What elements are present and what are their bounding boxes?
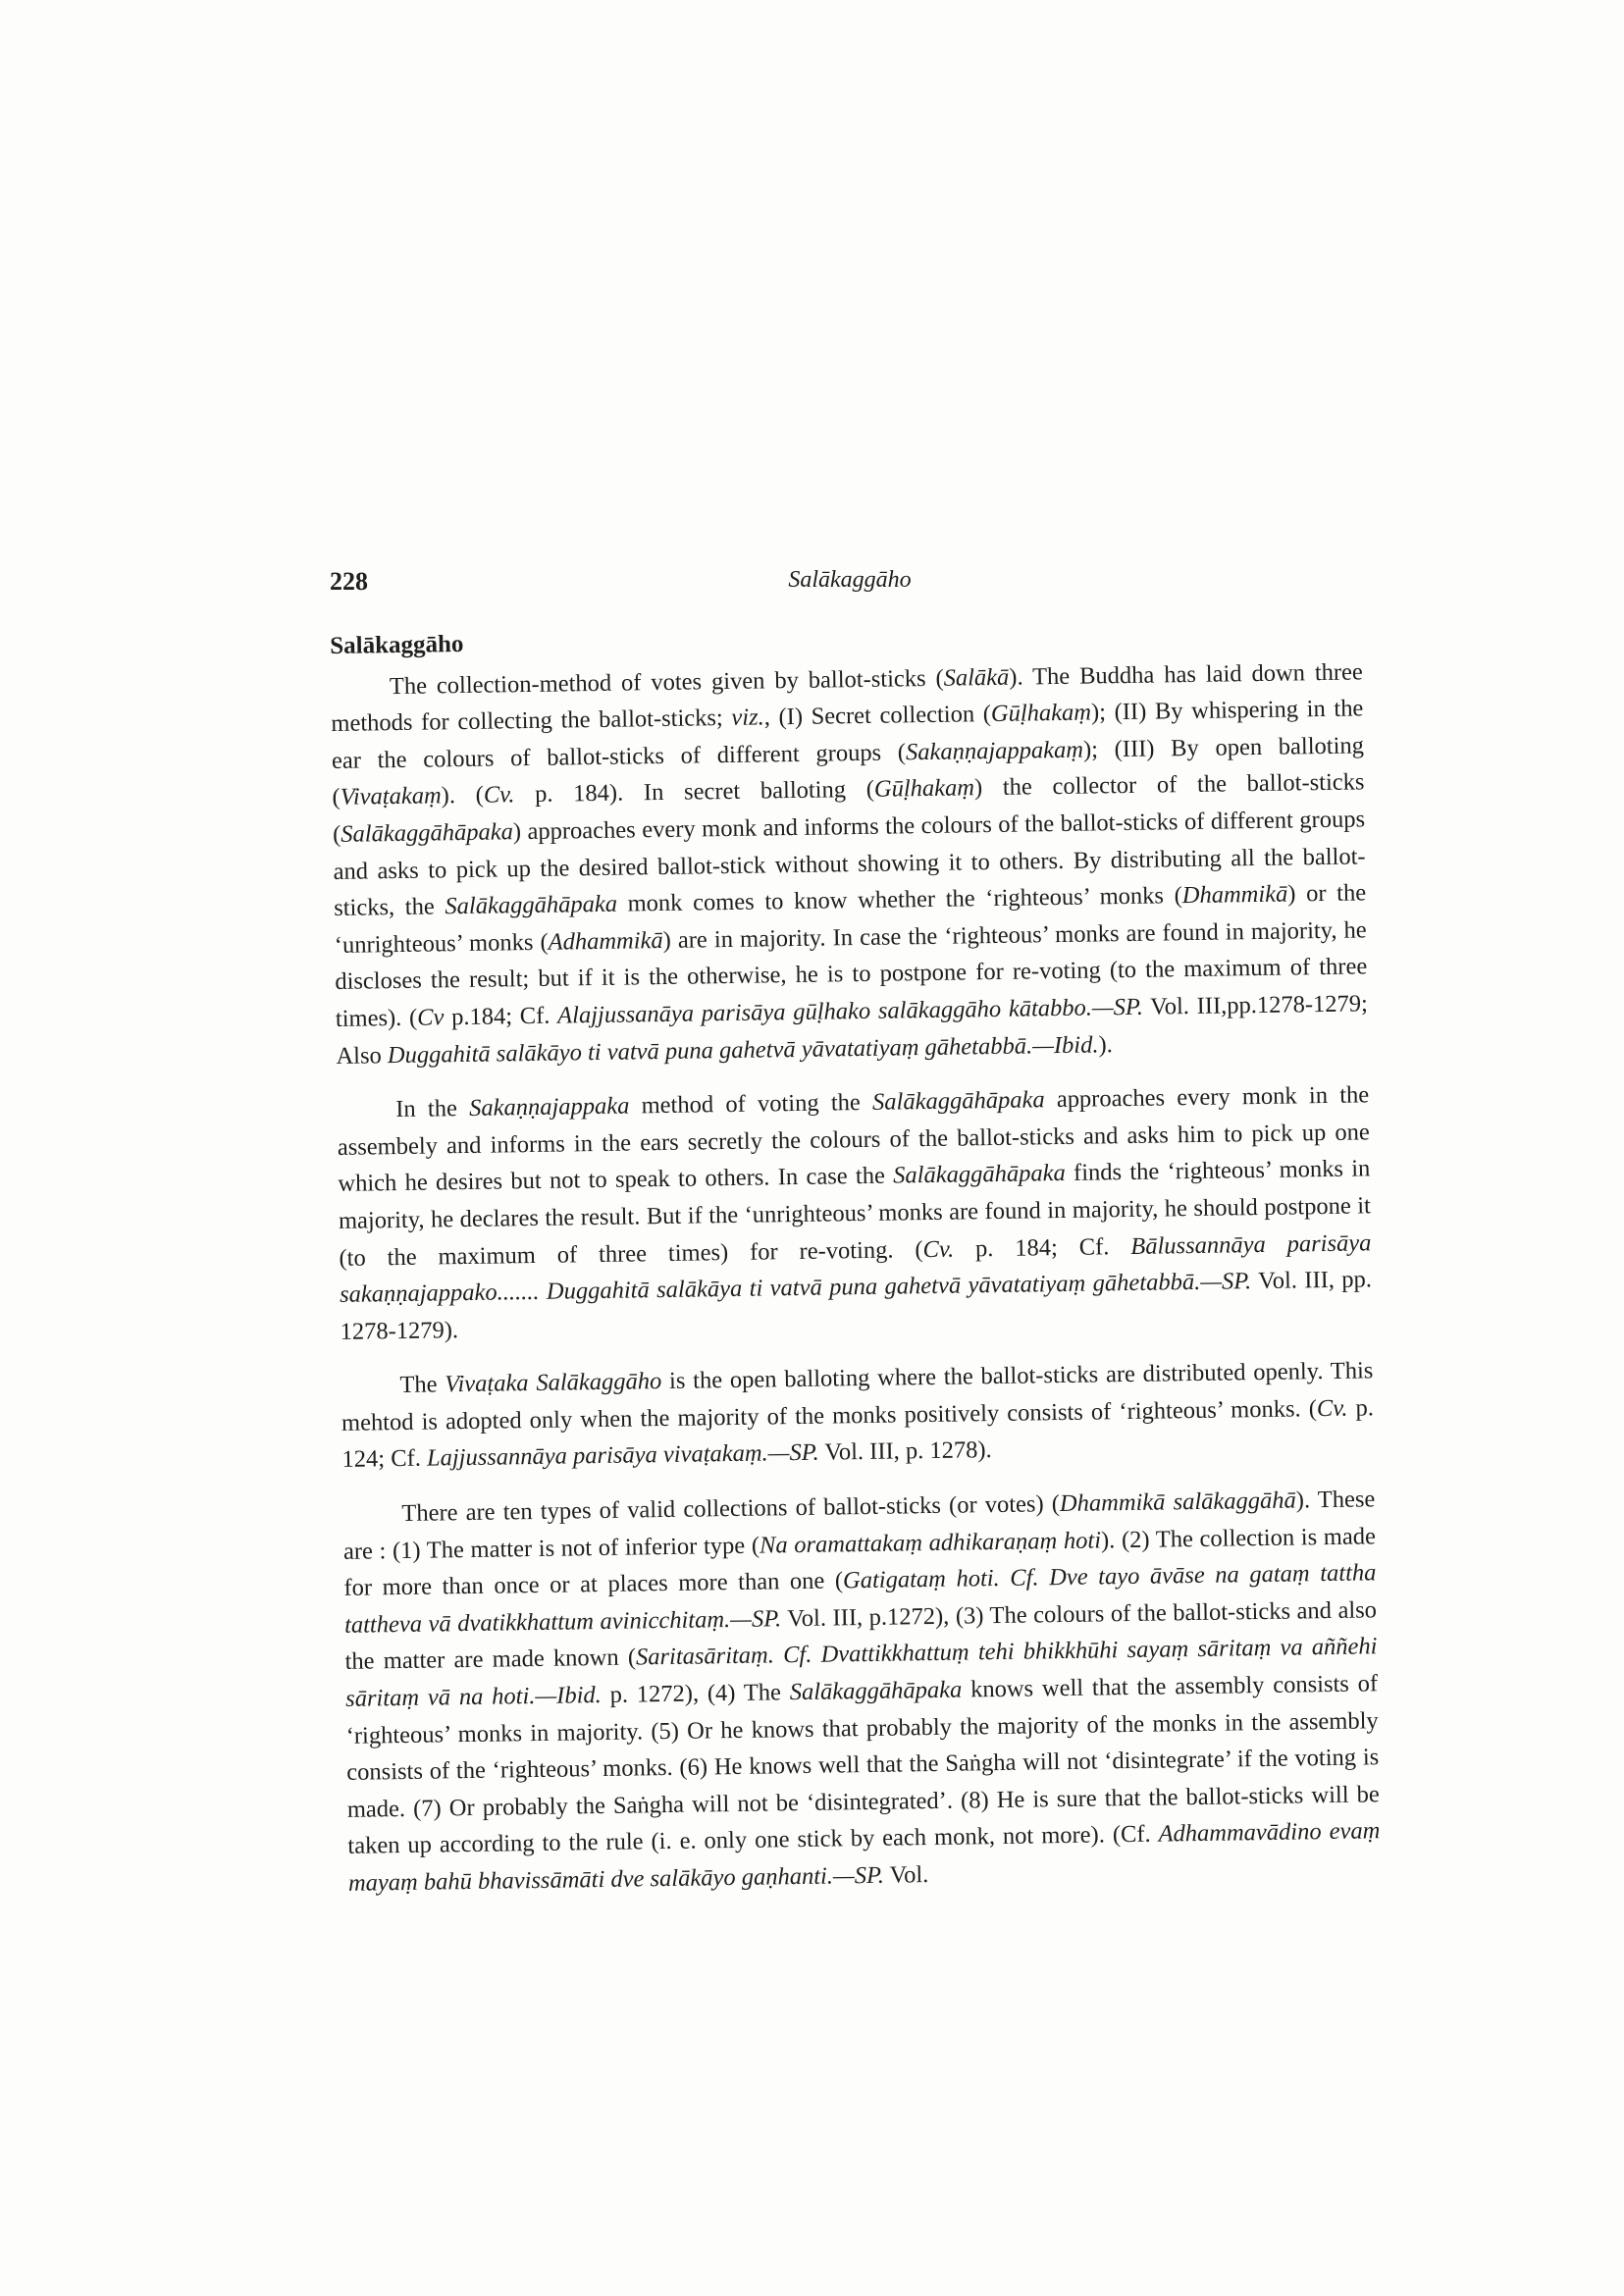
- italic-term: Adhammikā: [548, 926, 663, 956]
- italic-term: Salākaggāhāpaka: [789, 1676, 963, 1706]
- text-run: ). (2) The collection is made for more than once or at places more than one (: [343, 1522, 1377, 1602]
- text-run: is the open balloting where the ballot-sticks are distributed openly. This mehtod is adopted only when the majority of the monks positively consists of ‘righteous’ monks. (: [341, 1357, 1374, 1436]
- italic-term: viz.: [731, 704, 764, 732]
- text-run: Vol. III, p. 1278).: [818, 1436, 992, 1467]
- italic-term: Salākaggāhāpaka: [871, 1086, 1045, 1116]
- text-run: method of voting the: [629, 1088, 873, 1120]
- text-run: ). (: [441, 782, 485, 809]
- italic-term: Gūḷhakaṃ: [990, 699, 1092, 728]
- text-run: finds the ‘righteous’ monks in majority, he declares the result. But if the ‘unrighteous’ monks are found in majority, he should postpone it (to the maximum of three times) for re-voting. (: [338, 1155, 1372, 1272]
- entry-heading: Salākaggāho: [330, 630, 464, 659]
- paragraph-methods-overview: [331, 653, 1369, 1074]
- italic-term: Saritasāritaṃ. Cf. Dvattikkhattuṃ tehi bhikkhūhi sayaṃ sāritaṃ va aññehi sāritaṃ vā na hoti.—Ibid.: [344, 1633, 1378, 1712]
- paragraph-vivataka: [341, 1353, 1375, 1479]
- italic-term: Salākā: [943, 663, 1010, 692]
- running-title: Salākaggāho: [788, 567, 912, 593]
- text-run: ). The Buddha has laid down three methods for collecting the ballot-sticks;: [331, 657, 1363, 738]
- text-run: monk comes to know whether the ‘righteous’ monks (: [616, 882, 1182, 917]
- italic-term: Dhammikā salākaggāhā: [1059, 1487, 1297, 1518]
- italic-term: Sakaṇṇajappakaṃ: [905, 736, 1084, 766]
- italic-term: Vivaṭaka Salākaggāho: [445, 1368, 662, 1398]
- text-run: knows well that the assembly consists of ‘righteous’ monks in majority. (5) Or he knows that probably the majority of the monks in the assembly consists of the ‘righteous’ monks. (6) He knows well that the Saṅgha will not ‘disintegrate’ if the voting is made. (7) Or probably the Saṅgha will not be ‘disintegrated’. (8) He is sure that the ballot-sticks will be taken up according to the rule (i. e. only one stick by each monk, not more). (Cf.: [345, 1670, 1380, 1860]
- text-run: In the: [395, 1095, 470, 1123]
- text-run: p.184; Cf.: [444, 1002, 558, 1031]
- italic-term: Alajjussanāya parisāya gūḷhako salākaggāho kātabbo.—SP.: [556, 993, 1144, 1029]
- text-run: ); (III) By open balloting (: [332, 732, 1365, 811]
- italic-term: Gūḷhakaṃ: [873, 774, 975, 804]
- italic-term: Dhammikā: [1181, 880, 1288, 910]
- page-number: 228: [330, 567, 368, 596]
- page-body: [330, 612, 1381, 1902]
- running-head: [330, 567, 1370, 606]
- text-run: There are ten types of valid collections of ballot-sticks (or votes) (: [401, 1490, 1061, 1528]
- text-run: The: [399, 1371, 445, 1399]
- text-run: p. 184). In secret balloting (: [514, 776, 875, 809]
- text-run: ) the collector of the ballot-sticks (: [332, 768, 1365, 848]
- italic-term: Gatigataṃ hoti. Cf. Dve tayo āvāse na gataṃ tattha tattheva vā dvatikkhattum avinicchitaṃ.—SP.: [343, 1559, 1377, 1639]
- text-run: ); (II) By whispering in the ear the colours of ballot-sticks of different groups (: [331, 695, 1364, 774]
- text-run: ) or the ‘unrighteous’ monks (: [334, 879, 1367, 959]
- italic-term: Salākaggāhāpaka: [341, 818, 514, 848]
- text-run: p. 184; Cf.: [953, 1232, 1131, 1263]
- italic-term: Salākaggāhāpaka: [445, 890, 618, 920]
- text-run: ) are in majority. In case the ‘righteous’ monks are found in majority, he discloses the result; but if it is the otherwise, he is to postpone for re-voting (to the maximum of three times). (: [335, 916, 1368, 1032]
- italic-term: Duggahitā salākāyo ti vatvā puna gahetvā yāvatatiyaṃ gāhetabbā.—Ibid.: [387, 1030, 1099, 1069]
- italic-term: Cv.: [922, 1235, 955, 1263]
- text-run: Vol. III, p.1272), (3) The colours of the ballot-sticks and also the matter are made known (: [344, 1596, 1378, 1676]
- italic-term: Bālussannāya parisāya sakaṇṇajappako....... Duggahitā salākāya ti vatvā puna gahetvā yāvatatiyaṃ gāhetabbā.—SP.: [339, 1228, 1372, 1309]
- paragraph-valid-collections: [342, 1481, 1381, 1902]
- italic-term: Sakaṇṇajappaka: [468, 1092, 630, 1122]
- text-run: p. 1272), (4) The: [601, 1679, 790, 1709]
- italic-term: Adhammavādino evaṃ mayaṃ bahū bhavissāmāti dve salākāyo gaṇhanti.—SP.: [347, 1817, 1381, 1897]
- italic-term: Lajjussannāya parisāya vivaṭakaṃ.—SP.: [426, 1439, 819, 1473]
- text-run: ) approaches every monk and informs the colours of the ballot-sticks of different groups and asks to pick up the desired ballot-stick without showing it to others. By distributing all the ballot-sticks, the: [333, 806, 1366, 922]
- text-run: Vol. III,pp.1278-1279; Also: [336, 990, 1369, 1070]
- text-run: approaches every monk in the assembely and informs in the ears secretly the colours of the ballot-sticks and asks him to pick up one which he desires but not to speak to others. In case the: [337, 1081, 1370, 1198]
- text-run: The collection-method of votes given by ballot-sticks (: [389, 664, 944, 700]
- italic-term: Cv.: [1316, 1394, 1348, 1423]
- text-run: Vol. III, pp. 1278-1279).: [340, 1266, 1373, 1345]
- italic-term: Na oramattakaṃ adhikaraṇaṃ hoti: [759, 1527, 1102, 1559]
- text-run: ).: [1098, 1030, 1113, 1058]
- italic-term: Cv.: [483, 781, 515, 809]
- text-run: Vol.: [883, 1861, 929, 1889]
- text-run: p. 124; Cf.: [341, 1394, 1375, 1474]
- text-run: , (I) Secret collection (: [763, 701, 992, 731]
- italic-term: Cv: [416, 1004, 445, 1031]
- text-run: ). These are : (1) The matter is not of inferior type (: [342, 1486, 1376, 1565]
- italic-term: Salākaggāhāpaka: [892, 1160, 1066, 1189]
- paragraph-sakannajappaka: [337, 1076, 1373, 1350]
- italic-term: Vivaṭakaṃ: [340, 782, 442, 811]
